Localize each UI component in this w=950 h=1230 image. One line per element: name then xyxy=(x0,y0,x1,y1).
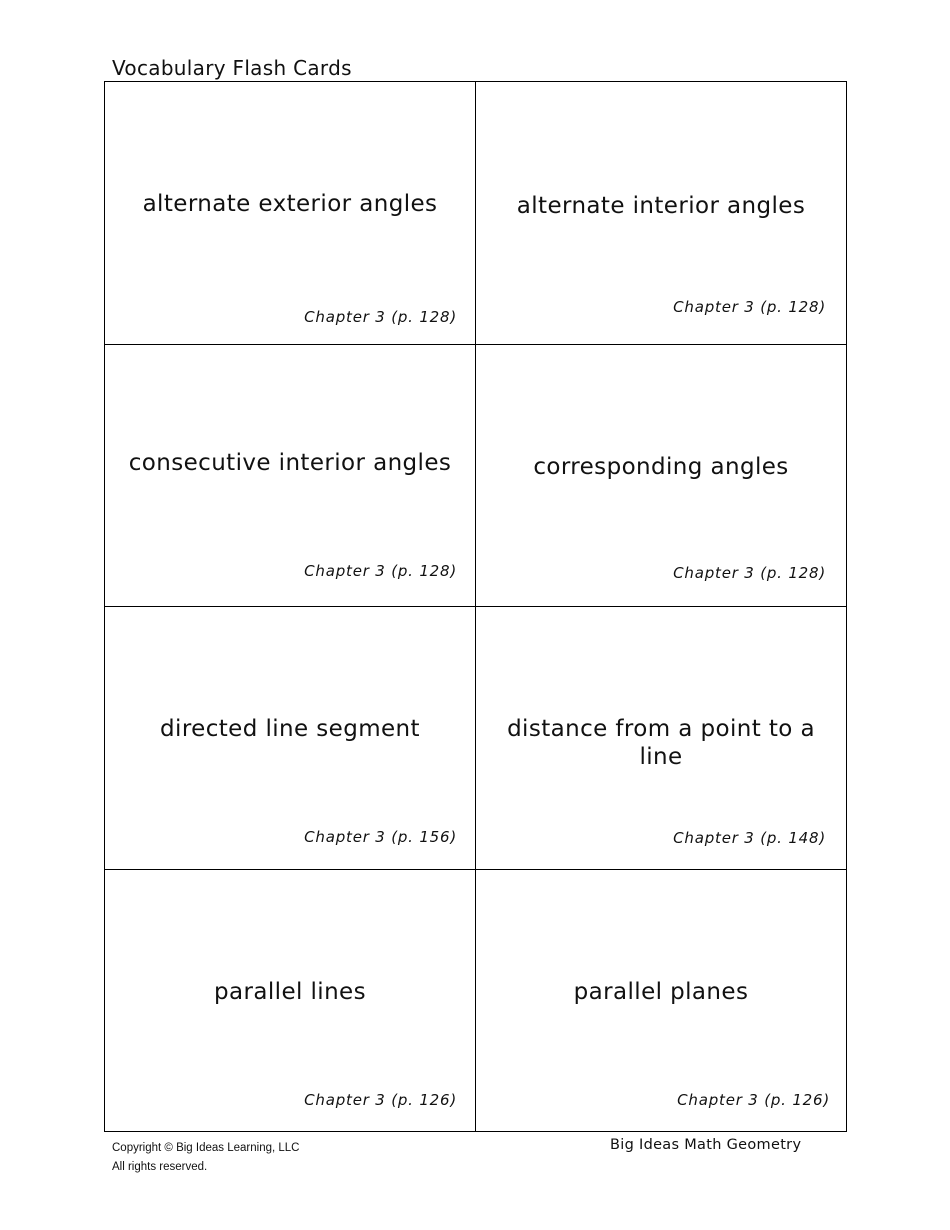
page-title: Vocabulary Flash Cards xyxy=(112,56,352,80)
copyright-line: Copyright © Big Ideas Learning, LLC xyxy=(112,1142,300,1154)
card-reference: Chapter 3 (p. 128) xyxy=(673,564,826,582)
flash-card-grid xyxy=(104,81,846,1131)
card-reference: Chapter 3 (p. 128) xyxy=(673,297,826,316)
card-term: parallel planes xyxy=(573,978,749,1005)
flash-card xyxy=(104,869,476,1133)
flash-card xyxy=(475,81,847,345)
flash-card xyxy=(475,606,847,870)
card-reference: Chapter 3 (p. 126) xyxy=(677,1091,830,1109)
flash-card xyxy=(104,606,476,870)
flash-card xyxy=(104,81,476,345)
flash-card xyxy=(475,869,847,1133)
card-reference: Chapter 3 (p. 128) xyxy=(304,307,457,326)
card-term: distance from a point to a line xyxy=(507,716,815,770)
flash-card xyxy=(475,344,847,608)
card-term: alternate interior angles xyxy=(516,193,806,219)
rights-line: All rights reserved. xyxy=(112,1161,208,1173)
card-term: parallel lines xyxy=(214,978,366,1005)
card-reference: Chapter 3 (p. 156) xyxy=(304,827,457,846)
card-term: corresponding angles xyxy=(533,453,789,480)
flash-card xyxy=(104,344,476,608)
card-reference: Chapter 3 (p. 148) xyxy=(673,828,826,847)
card-reference: Chapter 3 (p. 126) xyxy=(304,1091,457,1109)
card-term: alternate exterior angles xyxy=(142,191,438,217)
book-title: Big Ideas Math Geometry xyxy=(610,1137,802,1153)
card-reference: Chapter 3 (p. 128) xyxy=(304,562,457,580)
card-term: consecutive interior angles xyxy=(128,449,452,476)
card-term: directed line segment xyxy=(160,716,420,742)
copyright-notice xyxy=(112,1139,299,1177)
